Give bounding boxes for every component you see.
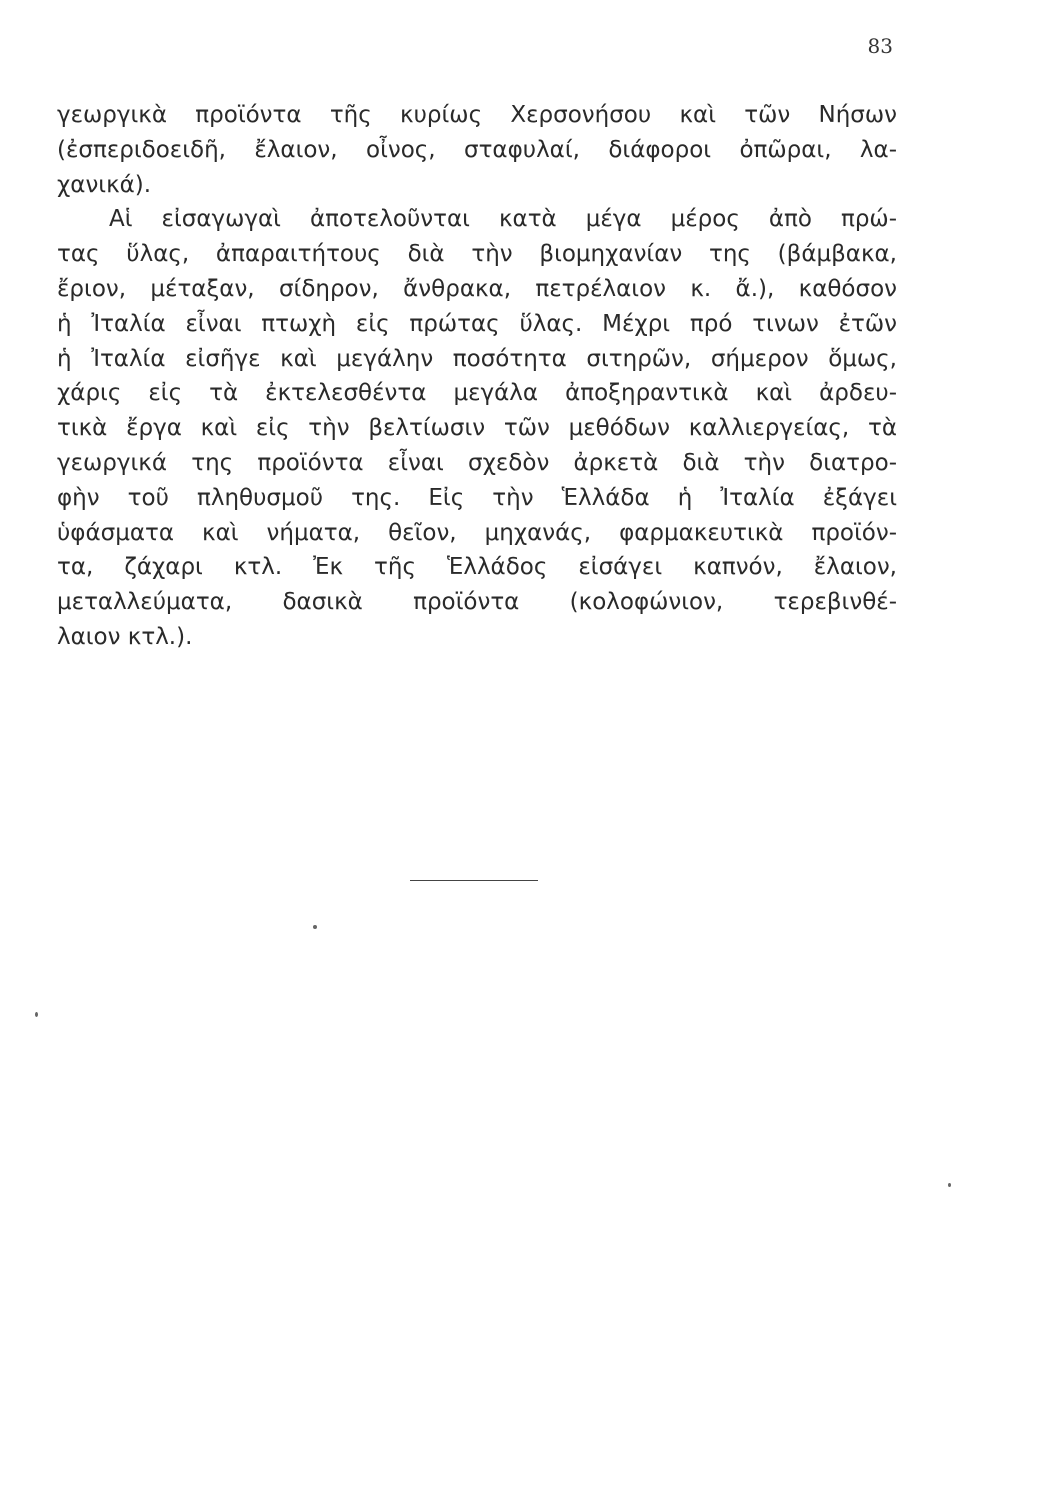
text-line: ἡ Ἰταλία εἶναι πτωχὴ εἰς πρώτας ὕλας. Μέχρι πρό τινων ἐτῶν — [57, 310, 897, 337]
page-number: 83 — [867, 34, 893, 58]
text-line: χανικά). — [57, 171, 152, 198]
scan-speck — [313, 925, 317, 929]
text-line: γεωργικὰ προϊόντα τῆς κυρίως Χερσονήσου καὶ τῶν Νήσων — [57, 102, 897, 128]
section-separator — [410, 880, 538, 881]
text-line: μεταλλεύματα, δασικὰ προϊόντα (κολοφώνιον, τερεβινθέ- — [57, 589, 897, 616]
text-line: τικὰ ἔργα καὶ εἰς τὴν βελτίωσιν τῶν μεθόδων καλλιεργείας, τὰ — [57, 415, 897, 442]
scan-speck — [948, 1183, 951, 1187]
text-line: ὑφάσματα καὶ νήματα, θεῖον, μηχανάς, φαρμακευτικὰ προϊόν- — [57, 519, 897, 546]
text-line: χάρις εἰς τὰ ἐκτελεσθέντα μεγάλα ἀποξηραντικὰ καὶ ἀρδευ- — [57, 380, 897, 407]
text-line: (ἐσπεριδοειδῆ, ἔλαιον, οἶνος, σταφυλαί, διάφοροι ὀπῶραι, λα- — [57, 136, 897, 163]
text-line: Αἱ εἰσαγωγαὶ ἀποτελοῦνται κατὰ μέγα μέρος ἀπὸ πρώ- — [109, 206, 897, 233]
text-line: ἔριον, μέταξαν, σίδηρον, ἄνθρακα, πετρέλαιον κ. ἄ.), καθόσον — [57, 275, 897, 302]
text-line: φὴν τοῦ πληθυσμοῦ της. Εἰς τὴν Ἑλλάδα ἡ Ἰταλία ἐξάγει — [57, 484, 897, 511]
text-line: τα, ζάχαρι κτλ. Ἐκ τῆς Ἑλλάδος εἰσάγει καπνόν, ἔλαιον, — [57, 554, 897, 581]
text-line: ἡ Ἰταλία εἰσῆγε καὶ μεγάλην ποσότητα σιτηρῶν, σήμερον ὅμως, — [57, 345, 897, 372]
body-text — [57, 98, 897, 655]
text-line: τας ὕλας, ἀπαραιτήτους διὰ τὴν βιομηχανίαν της (βάμβακα, — [57, 241, 897, 268]
text-line: γεωργικά της προϊόντα εἶναι σχεδὸν ἀρκετὰ διὰ τὴν διατρο- — [57, 449, 897, 476]
scan-speck — [35, 1012, 38, 1017]
text-line: λαιον κτλ.). — [57, 623, 193, 650]
